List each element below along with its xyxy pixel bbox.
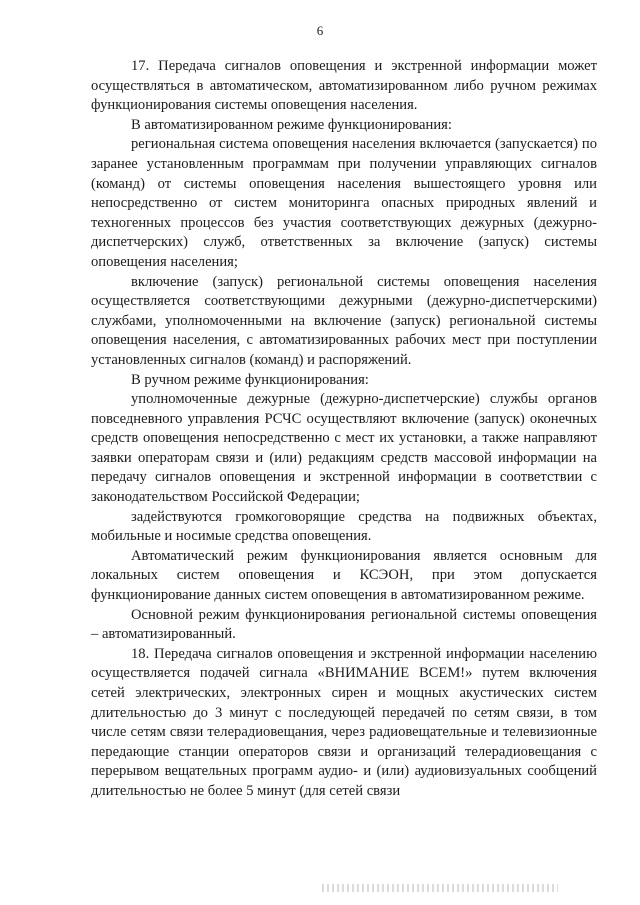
paragraph-17: 17. Передача сигналов оповещения и экстренной информации может осуществляться в автоматическом, автоматизированном либо ручном режимах функционирования системы оповещения населения. bbox=[91, 58, 597, 114]
page-number: 6 bbox=[316, 23, 324, 38]
paragraph-main-mode: Основной режим функционирования региональной системы оповещения – автоматизированный. bbox=[91, 606, 597, 643]
paragraph-loudspeaker-means: задействуются громкоговорящие средства на подвижных объектах, мобильные и носимые средства оповещения. bbox=[91, 508, 597, 545]
paragraph-regional-system-activation: региональная система оповещения населения включается (запускается) по заранее установленным программам при получении управляющих сигналов (команд) от системы оповещения населения вышестоящего уровня или непосредственно от систем мониторинга опасных природных явлений и техногенных процессов без участия соответствующих дежурных (дежурно-диспетчерских) служб, ответственных за включение (запуск) системы оповещения населения; bbox=[91, 136, 597, 270]
paragraph-automatic-mode: Автоматический режим функционирования является основным для локальных систем оповещения и КСЭОН, при этом допускается функционирование данных систем оповещения в автоматизированном режиме. bbox=[91, 547, 597, 604]
paragraph-18: 18. Передача сигналов оповещения и экстренной информации населению осуществляется подачей сигнала «ВНИМАНИЕ ВСЕМ!» путем включения сетей электрических, электронных сирен и мощных акустических систем длительностью до 3 минут с последующей передачей по сетям связи, в том числе сетям связи телерадиовещания, через радиовещательные и телевизионные передающие станции операторов связи и организаций телерадиовещания с перерывом вещательных программ аудио- и (или) аудиовизуальных сообщений длительностью не более 5 минут (для сетей связи bbox=[91, 645, 597, 799]
paragraph-manual-mode-heading: В ручном режиме функционирования: bbox=[131, 371, 369, 388]
document-body bbox=[91, 57, 597, 802]
paragraph-automated-mode-heading: В автоматизированном режиме функционирования: bbox=[131, 116, 452, 133]
scan-artifact bbox=[322, 884, 558, 892]
paragraph-authorized-duty-services: уполномоченные дежурные (дежурно-диспетчерские) службы органов повседневного управления РСЧС осуществляют включение (запуск) оконечных средств оповещения непосредственно с мест их установки, а также направляют заявки операторам связи и (или) редакциям средств массовой информации на передачу сигналов оповещения и экстренной информации в соответствии с законодательством Российской Федерации; bbox=[91, 391, 597, 506]
paragraph-duty-services-activation: включение (запуск) региональной системы оповещения населения осуществляется соответствующими дежурными (дежурно-диспетчерскими) службами, уполномоченными на включение (запуск) региональной системы оповещения населения, с автоматизированных рабочих мест при поступлении установленных сигналов (команд) и распоряжений. bbox=[91, 273, 597, 368]
